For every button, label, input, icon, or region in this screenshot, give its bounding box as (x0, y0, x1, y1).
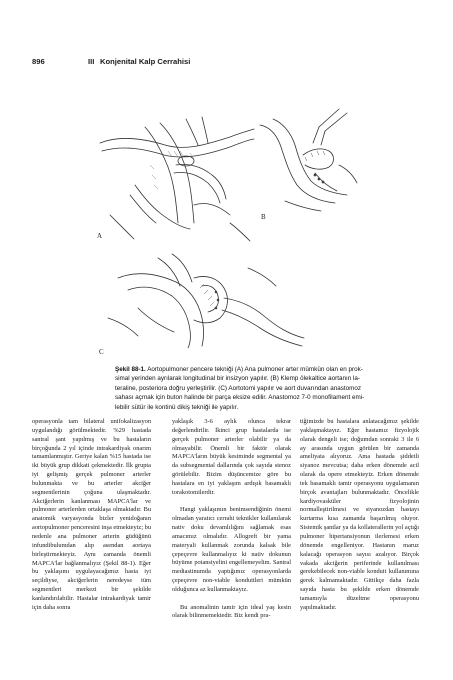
body-paragraph: operasyonla tam bilateral unifokalizasyon uygulandığı görülmektedir. %29 hastada santral şant yapılmış ve bu hastaların birçoğunda 2 yıl içinde intrakardiyak onarım tamamlanmıştır. Geriye kalan %15 hastada ise iki büyük grup dikkati çekmektedir. İlk grupta iyi gelişmiş gerçek pulmoner arterler bulunmakta ve bu arterler akciğer segmentlerinin çoğuna ulaşmaktadır. Akciğerlerin kanlanması MAPCA'lar ve pulmoner arterlerden ortaklaşa olmaktadır. Bu anatomik varyasyonda bizler yenidoğanın aortopulmoner penceresini inşa etmekteyiz; bu nedenle ana pulmoner arterin güdüğünü infundibulumdan alıp asendan aortaya birleştirmekteyiz. Aynı zamanda önemli MAPCA'lar bağlanmalıyız (Şekil 88-1). Eğer bu yaklaşımı uygulayacağımız hasta iyi seçildiyse, akciğerlerin neredeyse tüm segmentleri merkezi bir şekilde kanlandırılabilir. Hastalar intrakardiyak tamir için daha sonra (32, 418, 151, 611)
panel-label-a: A (97, 232, 103, 240)
body-column-2 (172, 418, 291, 630)
caption-line: lebilir sütür ile kontinü dikiş tekniği ile yapılır. (115, 403, 239, 411)
section-title: Konjenital Kalp Cerrahisi (100, 57, 191, 66)
panel-label-c: C (99, 348, 104, 356)
section-number: III (88, 57, 95, 66)
body-paragraph: tiğimizde bu hastalara anlatacağımız şekilde yaklaşmaktayız. Eğer hastamız fizyolojik olarak dengeli ise; doğumdan sonraki 3 ile 6 ay arasında uygun görülen bir zamanda ameliyata alıyoruz. Ama hastada şiddetli siyanoz mevcutsa; daha erken dönemde acil olarak da opere etmekteyiz. Erken dönemde tek basamaklı tamir operasyonu uygulamanın birçok avantajları bulunmaktadır. Öncelikle kardiyovasküler fizyolojinin normalleştirilmesi ve siyanozdan hastayı kurtarma kısa zamanda başarılmış oluyor. Sistemik şantlar ya da kollaterallerin yol açtığı pulmoner hipertansiyonun ilerlemesi erken dönemde engelleniyor. Hastanın maruz kalacağı operasyon sayısı azalıyor. Birçok vakada akciğerin periferinde kullanılması gerekebilecek non-viable konduit kullanımına gerek kalmamaktadır. Gittikçe daha fazla sayıda hasta bu şekilde erken dönemde tamamıyla düzeltme operasyonu yapılmaktadır. (300, 418, 419, 611)
running-header (32, 57, 423, 69)
figure-panel-c-illustration (98, 248, 308, 348)
body-column-1 (32, 418, 151, 621)
figure-panel-b-illustration (255, 105, 360, 215)
body-paragraph: Bu anomalinin tamir için ideal yaş kesin olarak bilinmemektedir. Biz kendi pra- (172, 603, 291, 620)
body-paragraph: Hangi yaklaşımın benimsendiğinin önemi olmadan yaratıcı cerrahi teknikler kullanılarak nativ doku devamlılığını sağlamak esas amacımız olmalıdır. Allogreft bir yama materyali kullanmak zorunda kalsak bile çepeçevre kullanmalıyız ki nativ dokunun büyüme potansiyelini engellemeyelim. Santral mediastinumda yaptığımız operasyonlarda çepeçevre non-viable konduitleri mümkün olduğunca az kullanmaktayız. (172, 506, 291, 593)
body-column-3 (300, 418, 419, 621)
caption-line: Aortopulmoner pencere tekniği (A) Ana pulmoner arter mümkün olan en prok- (147, 366, 363, 373)
caption-line: sahası açmak için buton halinde bir parça eksize edilir. Anastomoz 7-0 monofilament emi- (115, 394, 365, 402)
caption-line: teraline, posteriora doğru yerleştirilir. (C) Aortotomi yapılır ve aort duvarından anastomoz (115, 384, 362, 392)
body-paragraph: yaklaşık 3-6 aylık olunca tekrar değerlendirilir. İkinci grup hastalarda ise gerçek pulmoner arterler olabilir ya da olmayabilir. Önemli bir faktör olarak MAPCA'ların büyük kesiminde segmental ya da subsegmental dallarında çok sayıda stenoz görülebilir. Bizim düşüncemize göre bu hastalara en iyi yaklaşım ardışık basamaklı torakotomilerdir. (172, 418, 291, 496)
figure-panel-a-illustration (90, 105, 255, 245)
panel-label-b: B (261, 213, 266, 221)
page-number: 896 (32, 57, 45, 66)
caption-title: Şekil 88-1. (115, 366, 146, 373)
caption-line: simal yerinden ayrılarak longitudinal bir insizyon yapılır. (B) Klemp ölekaltice aortanın la- (115, 375, 360, 383)
figure-caption (115, 365, 417, 412)
